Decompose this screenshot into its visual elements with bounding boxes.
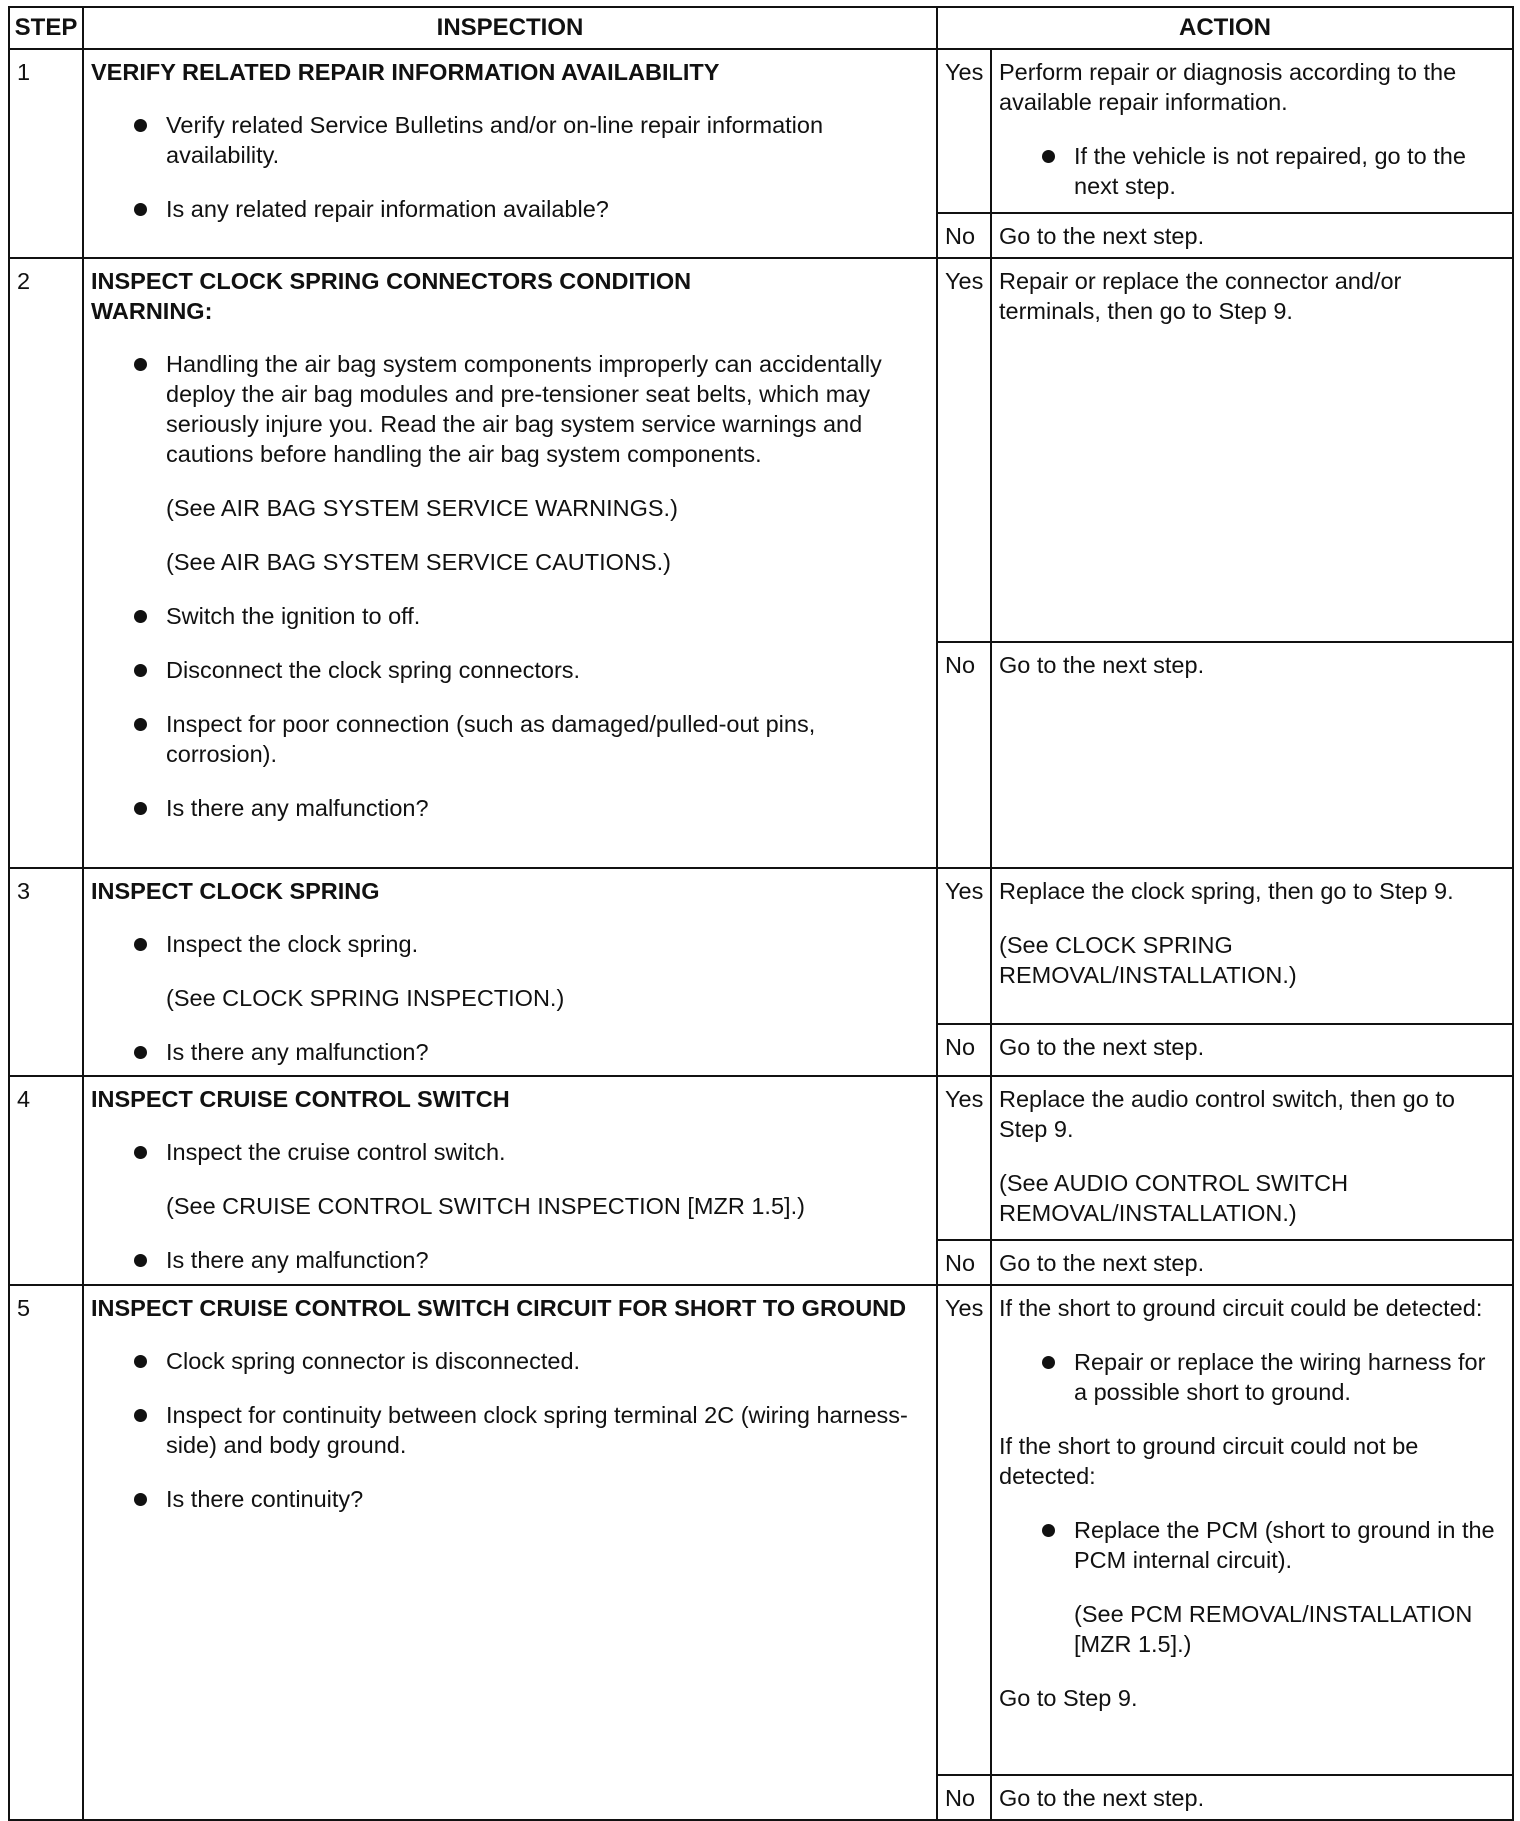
table-header-row — [9, 7, 1513, 49]
step-2-bullet-4: Is there any malfunction? — [166, 793, 929, 823]
header-inspection: INSPECTION — [83, 7, 937, 49]
step-5-title: INSPECT CRUISE CONTROL SWITCH CIRCUIT FOR SHORT TO GROUND — [91, 1295, 907, 1321]
step-5-goto-text: Go to Step 9. — [999, 1685, 1138, 1711]
step-2-no-action: Go to the next step. — [991, 642, 1513, 868]
step-2-warning-label: WARNING: — [91, 298, 213, 324]
step-2-warning-bullet — [166, 349, 929, 577]
step-2-number: 2 — [9, 258, 83, 868]
step-5-yes-ref: (See PCM REMOVAL/INSTALLATION [MZR 1.5].) — [1074, 1601, 1473, 1657]
step-4-number: 4 — [9, 1076, 83, 1285]
step-2-yes-row — [9, 258, 1513, 642]
step-5-bullet-list — [91, 1346, 929, 1514]
step-2-warning-ref-1: (See AIR BAG SYSTEM SERVICE WARNINGS.) — [166, 495, 678, 521]
step-3-yes-text: Replace the clock spring, then go to Step 9. — [999, 878, 1454, 904]
step-5-inspection — [83, 1285, 937, 1820]
step-3-bullet-1-text: Inspect the clock spring. — [166, 931, 419, 957]
step-4-title: INSPECT CRUISE CONTROL SWITCH — [91, 1086, 510, 1112]
step-2-yes-action: Repair or replace the connector and/or terminals, then go to Step 9. — [991, 258, 1513, 642]
step-2-yes-label: Yes — [937, 258, 991, 642]
step-2-warning-ref-2: (See AIR BAG SYSTEM SERVICE CAUTIONS.) — [166, 549, 671, 575]
step-3-bullet-ref: (See CLOCK SPRING INSPECTION.) — [166, 985, 565, 1011]
step-3-no-action: Go to the next step. — [991, 1024, 1513, 1076]
step-5-yes-label: Yes — [937, 1285, 991, 1775]
step-5-number: 5 — [9, 1285, 83, 1820]
step-3-no-label: No — [937, 1024, 991, 1076]
step-2-no-label: No — [937, 642, 991, 868]
step-3-yes-label: Yes — [937, 868, 991, 1024]
step-4-yes-label: Yes — [937, 1076, 991, 1240]
step-5-bullet-3: Is there continuity? — [166, 1484, 929, 1514]
step-3-number: 3 — [9, 868, 83, 1076]
step-4-bullet-2: Is there any malfunction? — [166, 1245, 929, 1275]
step-4-yes-action — [991, 1076, 1513, 1240]
step-3-yes-row — [9, 868, 1513, 1024]
header-step: STEP — [9, 7, 83, 49]
header-action: ACTION — [937, 7, 1513, 49]
diagnostic-procedure-table — [8, 6, 1514, 1821]
step-5-no-action: Go to the next step. — [991, 1775, 1513, 1820]
step-3-yes-action — [991, 868, 1513, 1024]
step-4-yes-text: Replace the audio control switch, then go to Step 9. — [999, 1086, 1455, 1142]
step-2-bullet-list — [91, 349, 929, 823]
step-5-bullet-1: Clock spring connector is disconnected. — [166, 1346, 929, 1376]
step-5-detected-text: If the short to ground circuit could be detected: — [999, 1295, 1483, 1321]
step-5-not-detected-bullet — [1074, 1515, 1505, 1659]
step-5-bullet-2: Inspect for continuity between clock spring terminal 2C (wiring harness-side) and body ground. — [166, 1400, 929, 1460]
step-5-yes-action — [991, 1285, 1513, 1775]
step-4-bullet-ref: (See CRUISE CONTROL SWITCH INSPECTION [MZR 1.5].) — [166, 1193, 805, 1219]
step-4-no-label: No — [937, 1240, 991, 1285]
step-2-bullet-3: Inspect for poor connection (such as damaged/pulled-out pins, corrosion). — [166, 709, 929, 769]
step-1-yes-bullet-list — [999, 141, 1505, 201]
step-2-inspection — [83, 258, 937, 868]
step-1-title: VERIFY RELATED REPAIR INFORMATION AVAILABILITY — [91, 59, 720, 85]
step-1-yes-action — [991, 49, 1513, 213]
step-5-yes-row — [9, 1285, 1513, 1775]
step-5-detected-bullet: Repair or replace the wiring harness for a possible short to ground. — [1074, 1347, 1505, 1407]
step-1-yes-row — [9, 49, 1513, 213]
step-1-yes-label: Yes — [937, 49, 991, 213]
step-4-yes-row — [9, 1076, 1513, 1240]
step-1-bullet-2: Is any related repair information available? — [166, 194, 929, 224]
step-5-no-label: No — [937, 1775, 991, 1820]
step-3-bullet-list — [91, 929, 929, 1067]
step-2-title: INSPECT CLOCK SPRING CONNECTORS CONDITION — [91, 268, 692, 294]
step-1-number: 1 — [9, 49, 83, 258]
step-1-yes-bullet: If the vehicle is not repaired, go to the next step. — [1074, 141, 1505, 201]
step-4-bullet-1 — [166, 1137, 929, 1221]
step-5-not-detected-text: If the short to ground circuit could not be detected: — [999, 1433, 1419, 1489]
step-2-bullet-2: Disconnect the clock spring connectors. — [166, 655, 929, 685]
step-1-bullet-list — [91, 110, 929, 224]
step-3-title: INSPECT CLOCK SPRING — [91, 878, 380, 904]
step-4-no-action: Go to the next step. — [991, 1240, 1513, 1285]
step-5-detected-bullet-list — [999, 1347, 1505, 1407]
step-4-yes-ref: (See AUDIO CONTROL SWITCH REMOVAL/INSTALLATION.) — [999, 1170, 1349, 1226]
step-1-yes-text: Perform repair or diagnosis according to the available repair information. — [999, 59, 1457, 115]
step-4-bullet-list — [91, 1137, 929, 1275]
step-2-warning-text: Handling the air bag system components improperly can accidentally deploy the air bag modules and pre-tensioner seat belts, which may seriously injure you. Read the air bag system service warnings and cautions before handling the air bag system components. — [166, 351, 882, 467]
step-1-inspection — [83, 49, 937, 258]
step-5-not-detected-bullet-list — [999, 1515, 1505, 1659]
step-1-no-action: Go to the next step. — [991, 213, 1513, 258]
step-3-bullet-2: Is there any malfunction? — [166, 1037, 929, 1067]
step-2-bullet-1: Switch the ignition to off. — [166, 601, 929, 631]
step-3-bullet-1 — [166, 929, 929, 1013]
step-4-bullet-1-text: Inspect the cruise control switch. — [166, 1139, 506, 1165]
step-5-not-detected-bullet-text: Replace the PCM (short to ground in the PCM internal circuit). — [1074, 1517, 1495, 1573]
step-1-bullet-1: Verify related Service Bulletins and/or on-line repair information availability. — [166, 110, 929, 170]
step-1-no-label: No — [937, 213, 991, 258]
step-3-yes-ref: (See CLOCK SPRING REMOVAL/INSTALLATION.) — [999, 932, 1297, 988]
step-4-inspection — [83, 1076, 937, 1285]
step-3-inspection — [83, 868, 937, 1076]
